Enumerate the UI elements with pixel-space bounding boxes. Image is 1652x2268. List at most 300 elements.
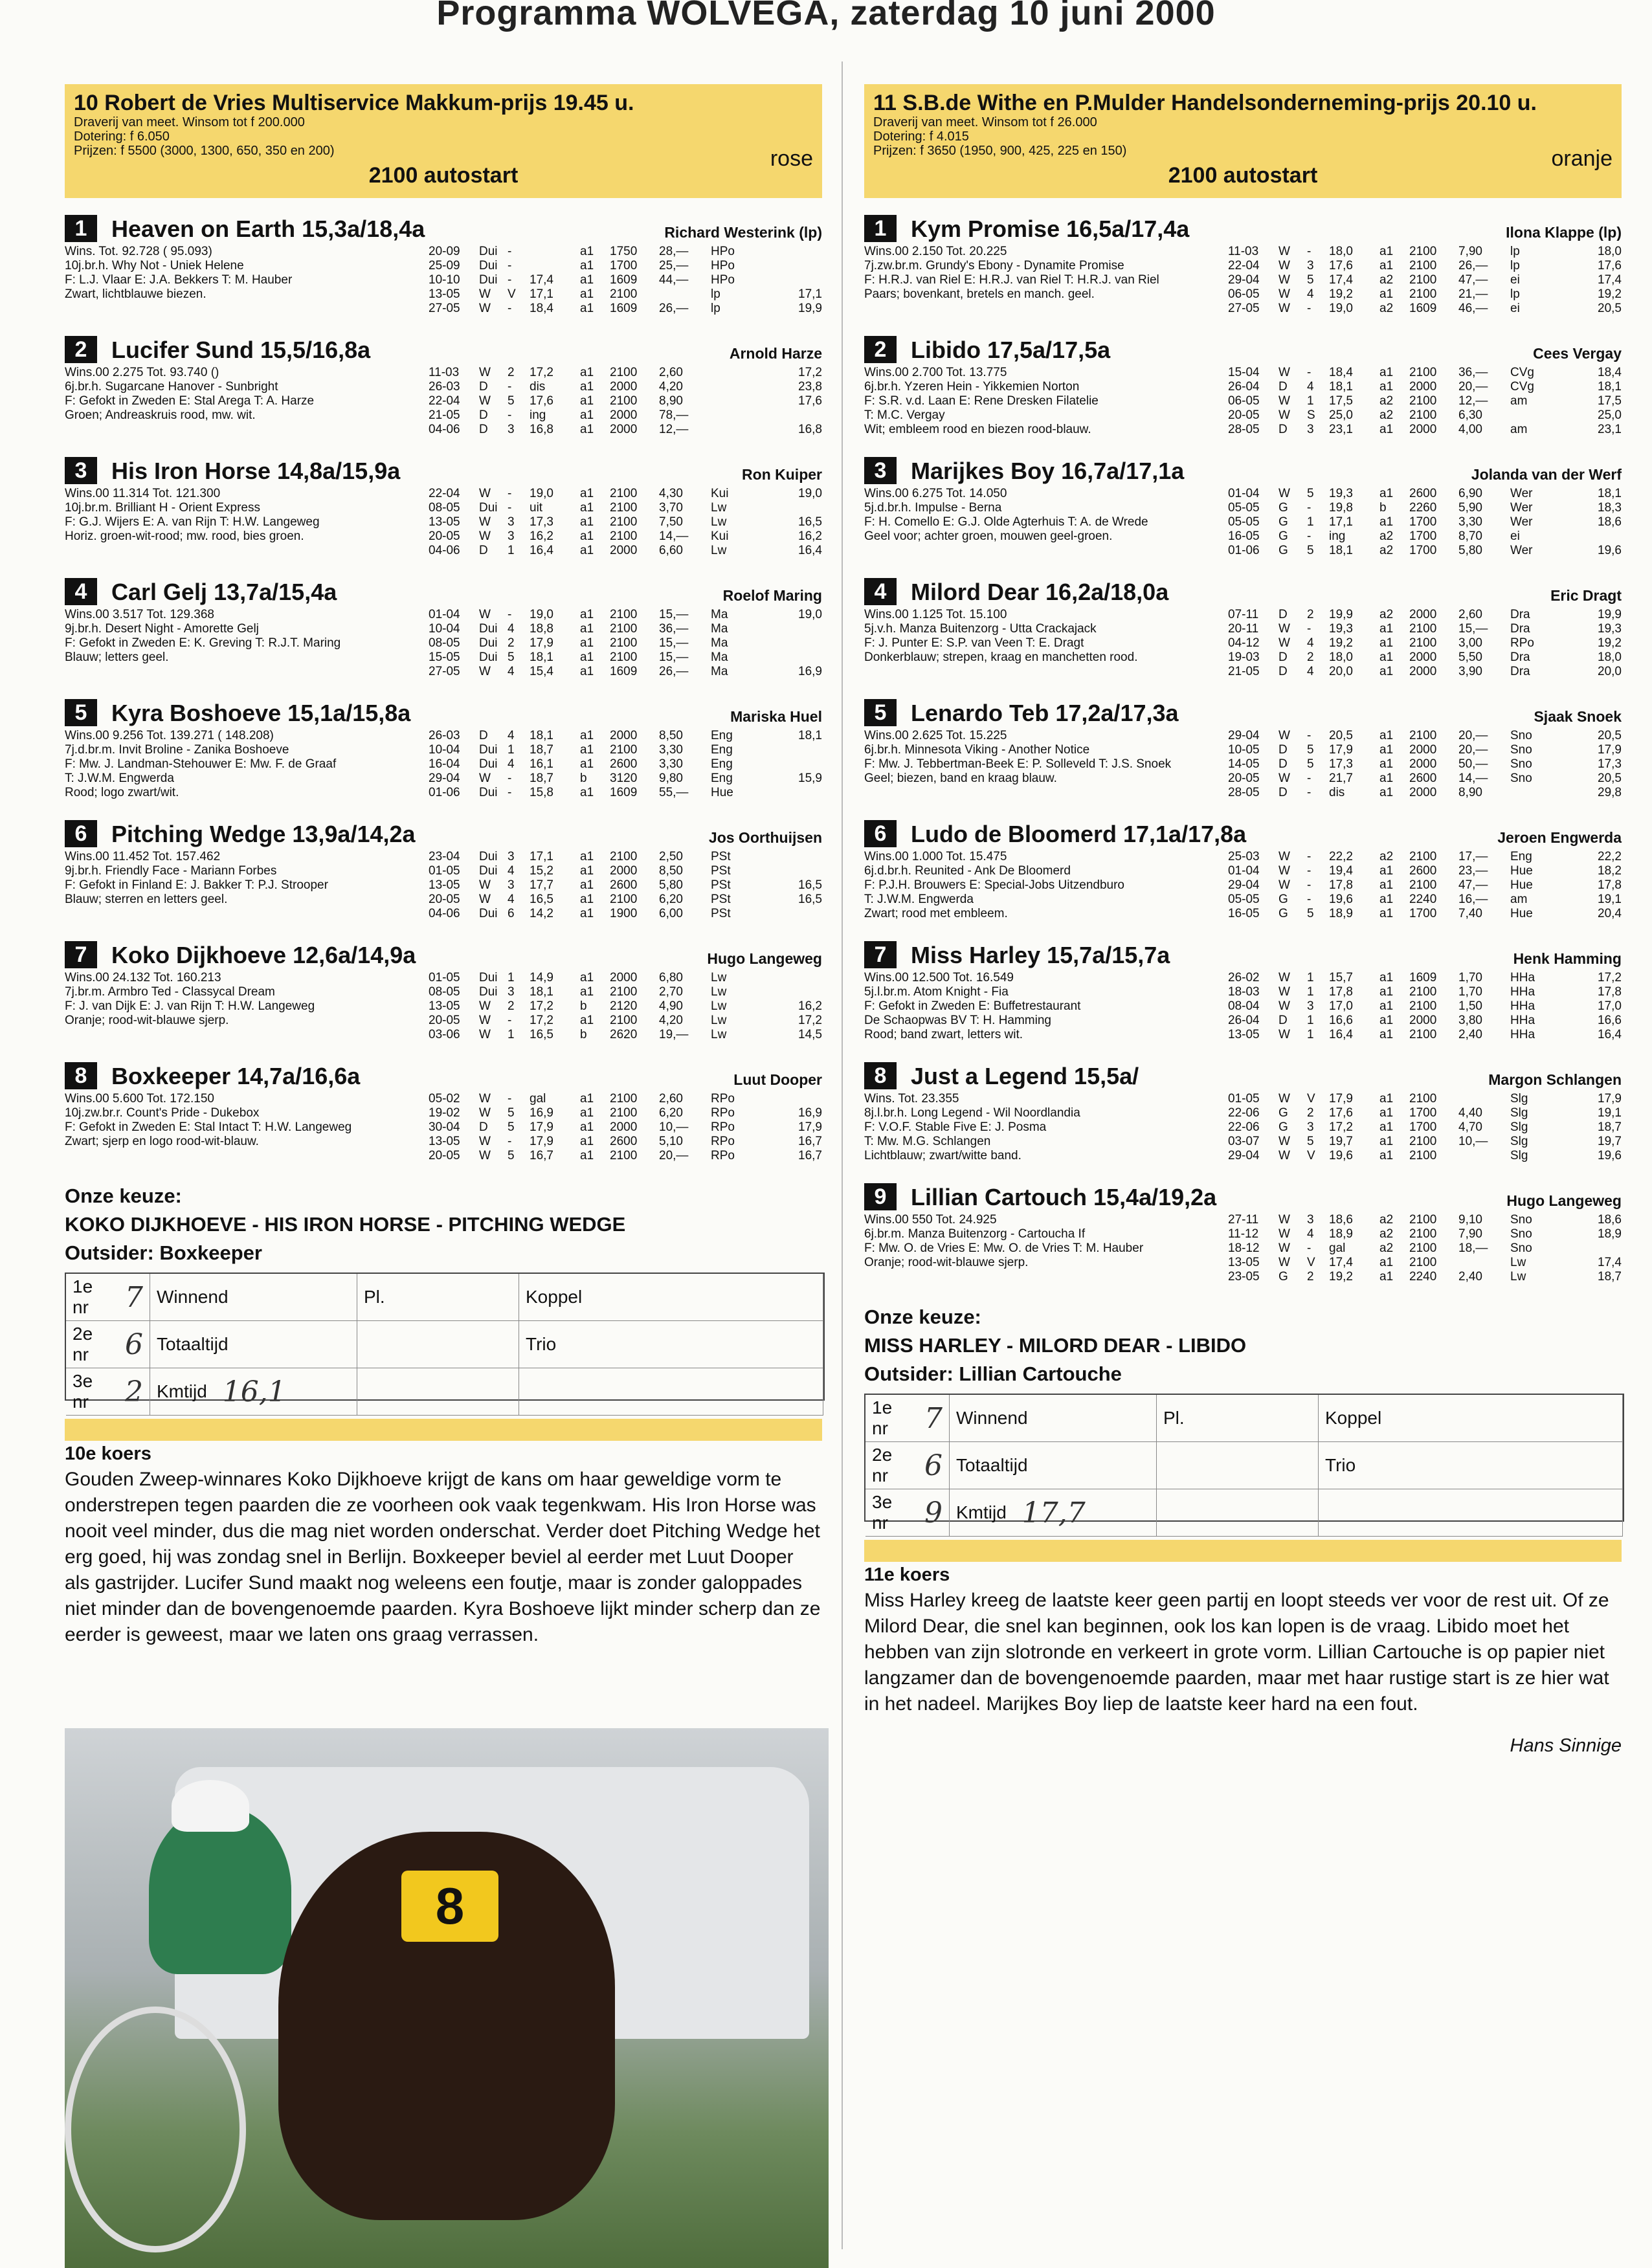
photo-bib-number: 8 [401, 1871, 498, 1942]
run-cell: Hue [1510, 907, 1533, 920]
run-cell: Lw [711, 985, 727, 999]
run-cell: a1 [580, 1149, 594, 1162]
run-row [429, 786, 822, 800]
run-cell: 2100 [610, 636, 638, 650]
run-cell: 14,— [1458, 772, 1488, 785]
run-cell: - [1307, 529, 1312, 543]
run-cell: 18,7 [1598, 1120, 1622, 1134]
horse-info-line: Zwart, lichtblauwe biezen. [65, 287, 206, 301]
run-cell: Wer [1510, 501, 1533, 515]
run-cell: 22-04 [1228, 259, 1260, 272]
bet-koppel[interactable] [1319, 1395, 1623, 1442]
run-cell: 22-06 [1228, 1120, 1260, 1134]
run-cell: W [1278, 487, 1290, 500]
run-cell: W [479, 487, 491, 500]
run-cell: 17,4 [1329, 273, 1353, 287]
run-cell: 2100 [1409, 999, 1437, 1013]
run-cell: 25,— [659, 259, 689, 272]
horse-driver: Hugo Langeweg [1506, 1192, 1622, 1209]
run-cell: 27-05 [429, 665, 460, 678]
horse-info-line: Rood; band zwart, letters wit. [864, 1028, 1023, 1041]
run-cell: CVg [1510, 380, 1534, 394]
bet-empty[interactable] [357, 1321, 519, 1368]
run-cell: 1,70 [1458, 971, 1482, 984]
run-cell: 17,9 [530, 1120, 553, 1134]
run-row [1228, 487, 1622, 501]
run-cell: a1 [1379, 786, 1394, 799]
run-cell: 9,10 [1458, 1213, 1482, 1227]
article-text: Miss Harley kreeg de laatste keer geen partij en loopt steeds ver voor de rest uit. Of ze Milord Dear, die snel kan beginnen, ook los kan lopen is de vraag. Libido moet het hebben van zijn slotronde en verkeert in grote vorm. Lillian Cartouche is op papier niet langzamer dan de bovengenoemde paarden, maar met haar rustige start is ze hier wat in het nadeel. Marijkes Boy liep de laatste keer hard na een fout. [864, 1590, 1609, 1715]
run-cell: 2100 [610, 501, 638, 515]
run-cell: 17,— [1458, 850, 1488, 863]
run-cell: 17,1 [530, 287, 553, 301]
run-cell: 19,6 [1329, 893, 1353, 906]
horse-info-line: Groen; Andreaskruis rood, mw. wit. [65, 408, 256, 422]
run-cell: a1 [580, 380, 594, 394]
bet-winnend[interactable] [150, 1274, 357, 1321]
run-cell: 20-05 [429, 1149, 460, 1162]
run-cell: 2100 [1409, 622, 1437, 636]
run-cell: 19,6 [1329, 1149, 1353, 1162]
run-row [429, 245, 822, 259]
run-cell: 2000 [1409, 757, 1437, 771]
run-cell: 17,8 [1598, 985, 1622, 999]
bet-empty[interactable] [1157, 1489, 1319, 1537]
horse-info-line: De Schaopwas BV T: H. Hamming [864, 1014, 1051, 1027]
horse-name: Boxkeeper 14,7a/16,6a [111, 1063, 361, 1089]
run-cell: 08-05 [429, 985, 460, 999]
horse-info [65, 971, 429, 1042]
run-cell: 3,80 [1458, 1014, 1482, 1027]
bet-row-1[interactable] [66, 1274, 150, 1321]
run-row [1228, 608, 1622, 622]
run-cell: G [1278, 1106, 1288, 1120]
run-cell [774, 408, 822, 423]
run-cell: Lw [711, 999, 727, 1013]
run-row [429, 1149, 822, 1163]
run-cell: 2,40 [1458, 1028, 1482, 1041]
run-cell: - [1307, 622, 1312, 636]
run-cell: - [508, 273, 512, 287]
horse-info-line: Wins.00 11.314 Tot. 121.300 [65, 487, 221, 500]
horse-name: Ludo de Bloomerd 17,1a/17,8a [911, 821, 1247, 847]
run-cell: 2000 [610, 544, 638, 557]
bet-row-2[interactable] [66, 1321, 150, 1368]
run-cell: Sno [1510, 1241, 1532, 1255]
horse-runs [1228, 1213, 1622, 1284]
run-row [1228, 850, 1622, 864]
bet-empty[interactable] [519, 1368, 823, 1416]
run-cell: 29-04 [1228, 1149, 1260, 1162]
run-cell: 2 [508, 636, 515, 650]
run-cell: W [1278, 394, 1290, 408]
run-cell: W [479, 1149, 491, 1162]
run-cell: a1 [1379, 1270, 1394, 1284]
horse-info-line: Wins.00 2.700 Tot. 13.775 [864, 366, 1007, 379]
run-cell: - [1307, 245, 1312, 258]
run-cell: a1 [1379, 665, 1394, 678]
run-cell: a1 [580, 622, 594, 636]
run-cell: W [1278, 636, 1290, 650]
bet-empty[interactable] [1157, 1442, 1319, 1489]
bet-winnend-label: Winnend [956, 1408, 1028, 1428]
run-cell: Eng [711, 772, 733, 785]
run-cell: b [580, 999, 587, 1013]
run-cell: 17,3 [530, 515, 553, 529]
horse-driver: Ron Kuiper [742, 466, 822, 483]
run-cell: 2100 [610, 366, 638, 379]
run-cell: 17,4 [1329, 1256, 1353, 1269]
run-row [1228, 273, 1622, 287]
bet-row-3-label: 3e nr [73, 1371, 93, 1412]
run-cell: 1609 [610, 665, 638, 678]
run-cell: 19,8 [1329, 501, 1353, 515]
outsider: Outsider: Lillian Cartouche [864, 1362, 1122, 1385]
run-cell: W [1278, 245, 1290, 258]
run-cell: 18-03 [1228, 985, 1260, 999]
run-cell: am [1510, 394, 1528, 408]
race-header [65, 84, 822, 198]
horse-runs [1228, 971, 1622, 1042]
run-cell: 2100 [610, 622, 638, 636]
run-row [429, 515, 822, 529]
run-cell: 18,4 [530, 302, 553, 315]
run-cell: W [1278, 878, 1290, 892]
run-cell: - [508, 259, 512, 272]
run-row [1228, 302, 1622, 316]
run-cell: 26-03 [429, 729, 460, 742]
our-choice-label: Onze keuze: [864, 1306, 981, 1328]
run-cell: 26,— [659, 302, 689, 315]
run-cell: 23,1 [1329, 423, 1353, 436]
horse-runs [429, 608, 822, 679]
horse-header [864, 453, 1622, 484]
run-cell: 11-03 [429, 366, 460, 379]
run-cell: W [1278, 287, 1290, 301]
horse-number: 3 [65, 457, 97, 484]
run-cell: D [479, 729, 488, 742]
run-cell: 3 [1307, 423, 1314, 436]
run-cell: 1750 [610, 245, 638, 258]
horse-entry [65, 453, 822, 574]
run-cell: 01-06 [1228, 544, 1260, 557]
bet-koppel-label: Koppel [1325, 1408, 1382, 1428]
bet-kmtijd[interactable] [950, 1489, 1157, 1537]
run-cell: 4,20 [659, 380, 683, 394]
run-cell: a1 [580, 893, 594, 906]
run-cell: 16,6 [1598, 1014, 1622, 1027]
horse-info-line: Wins.00 6.275 Tot. 14.050 [864, 487, 1007, 500]
run-cell: Slg [1510, 1106, 1528, 1120]
bet-form [864, 1394, 1624, 1533]
run-cell: Dui [479, 971, 498, 984]
run-cell: gal [530, 1092, 546, 1106]
run-cell: Kui [711, 487, 729, 500]
run-cell: HPo [711, 259, 735, 272]
run-cell: 2100 [1409, 408, 1437, 422]
run-cell: Lw [711, 1028, 727, 1041]
bet-winnend[interactable] [950, 1395, 1157, 1442]
horse-entry [864, 1179, 1622, 1300]
horse-name: Miss Harley 15,7a/15,7a [911, 942, 1170, 968]
run-cell: Kui [711, 529, 729, 543]
horse-entry [864, 574, 1622, 695]
horse-entry [864, 816, 1622, 937]
horse-info-line: F: H. Comello E: G.J. Olde Agterhuis T: A. de Wrede [864, 515, 1148, 529]
run-row [429, 1014, 822, 1028]
horse-driver: Margon Schlangen [1488, 1071, 1622, 1088]
run-cell: Dui [479, 501, 498, 515]
bet-kmtijd[interactable] [150, 1368, 357, 1416]
run-cell: 2 [1307, 1106, 1314, 1120]
run-cell: 20,0 [1598, 665, 1622, 678]
run-cell: D [1278, 423, 1288, 436]
run-cell: 10,— [659, 1120, 689, 1134]
horse-info-line: T: Mw. M.G. Schlangen [864, 1135, 991, 1148]
run-row [1228, 907, 1622, 921]
horse-info-line: Wins.00 2.150 Tot. 20.225 [864, 245, 1007, 258]
bet-row-2-label: 2e nr [872, 1445, 893, 1485]
horse-runs [429, 245, 822, 316]
horse-info-line: 5j.l.br.m. Atom Knight - Fia [864, 985, 1009, 999]
run-cell: 03-07 [1228, 1135, 1260, 1148]
run-cell: 22-04 [429, 394, 460, 408]
run-cell: a1 [580, 985, 594, 999]
run-cell: Dui [479, 757, 498, 771]
run-cell [774, 245, 822, 259]
run-cell: 2100 [610, 394, 638, 408]
run-cell: 2600 [1409, 772, 1437, 785]
run-cell: 3,70 [659, 501, 683, 515]
bet-row-1[interactable] [865, 1395, 950, 1442]
run-cell: 15,8 [530, 786, 553, 799]
horse-info-line: F: Gefokt in Zweden E: Stal Arega T: A. Harze [65, 394, 315, 408]
handwritten-entry: 16,1 [222, 1375, 286, 1408]
run-cell: 78,— [659, 408, 689, 422]
run-cell [530, 245, 580, 259]
horse-number: 3 [864, 457, 897, 484]
horse-info [864, 245, 1228, 316]
run-cell: S [1307, 408, 1315, 422]
run-row [1228, 622, 1622, 636]
run-cell: 01-05 [429, 971, 460, 984]
run-cell: 2000 [1409, 743, 1437, 757]
bet-trio[interactable] [1319, 1442, 1623, 1489]
run-cell: a1 [580, 423, 594, 436]
run-cell: 17,2 [1329, 1120, 1353, 1134]
run-row [429, 864, 822, 878]
run-cell: Hue [711, 786, 733, 799]
run-cell: 6,80 [659, 971, 683, 984]
article-signature: Hans Sinnige [1510, 1735, 1622, 1756]
run-cell: 21,7 [1329, 772, 1353, 785]
run-cell: 16,2 [798, 529, 822, 543]
horse-driver: Jos Oorthuijsen [708, 829, 822, 846]
horse-header [65, 816, 822, 847]
run-cell: 19,0 [798, 608, 822, 621]
run-cell: 18,0 [1598, 245, 1622, 258]
horse-body [864, 608, 1622, 679]
run-cell: 2,40 [1458, 1270, 1482, 1284]
run-cell: Dui [479, 650, 498, 664]
run-cell: a1 [580, 394, 594, 408]
bet-totaaltijd[interactable] [150, 1321, 357, 1368]
horse-number: 8 [864, 1062, 897, 1089]
run-cell: 4 [508, 893, 515, 906]
run-cell: 2600 [1409, 487, 1437, 500]
horse-entry [65, 332, 822, 453]
run-row [1228, 786, 1622, 800]
run-cell: 16,5 [798, 893, 822, 906]
race-distance: 2100 autostart [1168, 163, 1318, 188]
run-cell: Eng [711, 743, 733, 757]
run-row [1228, 743, 1622, 757]
horse-info-line: 10j.br.m. Brilliant H - Orient Express [65, 501, 260, 515]
run-cell: 2100 [610, 743, 638, 757]
run-cell: G [1278, 1270, 1288, 1284]
horse-number: 7 [65, 941, 97, 968]
bet-row-3[interactable] [865, 1489, 950, 1537]
run-cell: 2120 [610, 999, 638, 1013]
run-cell: a1 [1379, 878, 1394, 892]
run-cell: 5,80 [1458, 544, 1482, 557]
run-cell: a1 [580, 1092, 594, 1106]
run-cell: 10-05 [1228, 743, 1260, 757]
horse-entry [65, 211, 822, 332]
horse-info-line: 6j.br.h. Sugarcane Hanover - Sunbright [65, 380, 278, 394]
run-cell: 2 [1307, 1270, 1314, 1284]
run-cell: 19,— [659, 1028, 689, 1041]
run-cell: 28,— [659, 245, 689, 258]
run-row [1228, 501, 1622, 515]
horse-info-line: 5j.v.h. Manza Buitenzorg - Utta Crackajack [864, 622, 1097, 636]
run-cell: 06-05 [1228, 394, 1260, 408]
run-row [1228, 1135, 1622, 1149]
bet-totaaltijd[interactable] [950, 1442, 1157, 1489]
run-cell: 2100 [610, 893, 638, 906]
run-cell: lp [711, 287, 720, 301]
run-cell: D [1278, 665, 1288, 678]
run-cell: RPo [711, 1135, 735, 1148]
run-cell: 16,4 [798, 544, 822, 557]
run-cell: 19,3 [1598, 622, 1622, 636]
run-cell [1458, 1149, 1510, 1163]
run-row [429, 501, 822, 515]
run-cell: 8,90 [659, 394, 683, 408]
run-cell: 2100 [1409, 878, 1437, 892]
run-cell: CVg [1510, 366, 1534, 379]
run-cell: W [479, 1135, 491, 1148]
run-row [429, 850, 822, 864]
run-cell: 15,— [659, 636, 689, 650]
run-cell: - [1307, 893, 1312, 906]
run-cell: 19,7 [1598, 1135, 1622, 1148]
run-cell: Dra [1510, 608, 1530, 621]
run-row [429, 636, 822, 650]
bet-row-3[interactable] [66, 1368, 150, 1416]
yellow-bar [65, 1419, 822, 1441]
run-cell: 3 [1307, 1120, 1314, 1134]
horse-info-line: F: H.R.J. van Riel E: H.R.J. van Riel T: H.R.J. van Riel [864, 273, 1159, 287]
horse-info [864, 366, 1228, 437]
run-cell: HPo [711, 273, 735, 287]
run-cell: W [479, 366, 491, 379]
bet-row-2[interactable] [865, 1442, 950, 1489]
run-cell: 5,50 [1458, 650, 1482, 664]
run-cell: G [1278, 501, 1288, 515]
bet-empty[interactable] [357, 1368, 519, 1416]
run-cell: - [1307, 772, 1312, 785]
run-cell: 19,0 [798, 487, 822, 500]
bet-koppel[interactable] [519, 1274, 823, 1321]
run-cell: a1 [1379, 423, 1394, 436]
bet-empty[interactable] [1319, 1489, 1623, 1537]
bet-trio[interactable] [519, 1321, 823, 1368]
run-cell: 4 [1307, 287, 1314, 301]
run-cell: 2000 [610, 729, 638, 742]
run-cell: Eng [711, 729, 733, 742]
horse-driver: Richard Westerink (lp) [664, 224, 822, 241]
run-cell: 2000 [610, 971, 638, 984]
run-cell: 18,1 [1598, 380, 1622, 394]
run-cell: 18-12 [1228, 1241, 1260, 1255]
horse-info-line: Oranje; rood-wit-blauwe sjerp. [864, 1256, 1029, 1269]
horse-header [65, 332, 822, 363]
run-cell: 9,80 [659, 772, 683, 785]
run-cell: a1 [580, 487, 594, 500]
run-cell: 17,6 [798, 394, 822, 408]
run-cell: a1 [580, 907, 594, 920]
horse-body [864, 1213, 1622, 1284]
run-cell: HHa [1510, 1014, 1535, 1027]
run-cell: 26,— [1458, 259, 1488, 272]
run-cell: 17,2 [530, 999, 553, 1013]
run-cell: 16,7 [798, 1149, 822, 1162]
run-cell: 4,40 [1458, 1106, 1482, 1120]
run-cell: 16,4 [1598, 1028, 1622, 1041]
run-cell: 3,30 [659, 743, 683, 757]
run-cell: 17,9 [1329, 1092, 1353, 1106]
run-cell: 17,2 [530, 366, 553, 379]
run-cell: W [1278, 772, 1290, 785]
run-row [1228, 864, 1622, 878]
run-cell: a1 [580, 544, 594, 557]
bet-pl[interactable] [1157, 1395, 1319, 1442]
race-info-line: Draverij van meet. Winsom tot f 26.000 [873, 115, 1097, 129]
run-cell: 19,2 [1598, 287, 1622, 301]
run-cell [659, 287, 711, 302]
run-cell: 2100 [610, 650, 638, 664]
run-cell: b [1379, 501, 1387, 515]
run-cell: 01-04 [429, 608, 460, 621]
run-cell: D [479, 1120, 488, 1134]
horse-info-line: Wins.00 24.132 Tot. 160.213 [65, 971, 221, 984]
horse-entry [864, 332, 1622, 453]
run-cell: RPo [711, 1149, 735, 1162]
horse-header [65, 211, 822, 242]
horse-entry [864, 211, 1622, 332]
run-cell: 3 [1307, 259, 1314, 272]
run-cell: a1 [580, 650, 594, 664]
bet-pl[interactable] [357, 1274, 519, 1321]
run-cell [774, 636, 822, 650]
horse-runs [1228, 245, 1622, 316]
run-cell: a1 [580, 729, 594, 742]
race-article [65, 1441, 822, 1648]
run-cell: 7,90 [1458, 1227, 1482, 1241]
run-cell: Dui [479, 636, 498, 650]
horse-body [65, 608, 822, 679]
